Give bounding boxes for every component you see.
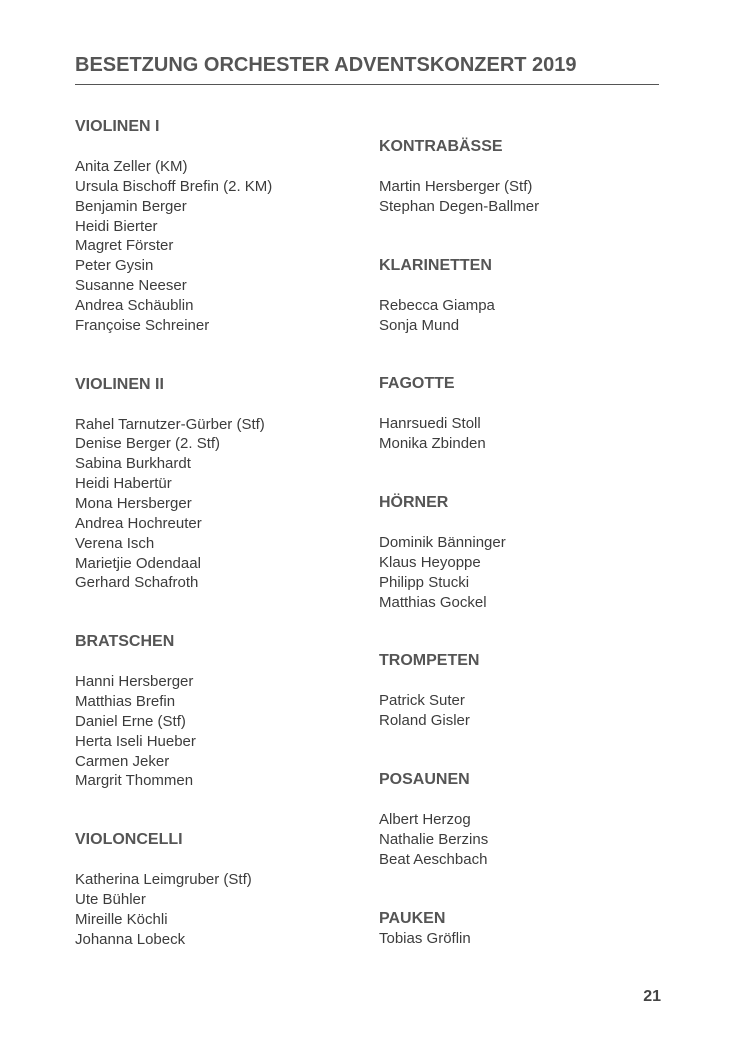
section-heading: VIOLINEN II bbox=[75, 375, 164, 393]
member-name: Susanne Neeser bbox=[75, 277, 187, 295]
section-heading: TROMPETEN bbox=[379, 652, 480, 670]
member-name: Nathalie Berzins bbox=[379, 830, 489, 848]
member-name: Hanni Hersberger bbox=[75, 673, 194, 691]
member-name: Matthias Gockel bbox=[379, 593, 487, 611]
member-name: Heidi Bierter bbox=[75, 217, 158, 235]
member-name: Anita Zeller (KM) bbox=[75, 158, 188, 175]
page-title: BESETZUNG ORCHESTER ADVENTSKONZERT 2019 bbox=[75, 54, 577, 76]
section-gap bbox=[379, 870, 679, 909]
member-name: Mireille Köchli bbox=[75, 910, 168, 928]
member-name: Mona Hersberger bbox=[75, 494, 192, 512]
member-name: Roland Gisler bbox=[379, 712, 470, 730]
section-heading: FAGOTTE bbox=[379, 375, 455, 393]
member-name: Tobias Gröflin bbox=[379, 929, 471, 947]
section-heading: HÖRNER bbox=[379, 494, 449, 512]
section-kontrabaesse bbox=[379, 137, 679, 217]
section-heading: KLARINETTEN bbox=[379, 256, 492, 274]
section-violinen-1 bbox=[75, 117, 375, 336]
member-name: Philipp Stucki bbox=[379, 573, 470, 591]
section-gap bbox=[379, 731, 679, 770]
section-gap bbox=[379, 612, 679, 651]
member-name: Marietjie Odendaal bbox=[75, 554, 201, 572]
member-name: Beat Aeschbach bbox=[379, 850, 488, 868]
member-name: Patrick Suter bbox=[379, 692, 465, 710]
member-name: Denise Berger (2. Stf) bbox=[75, 435, 221, 453]
member-name: Matthias Brefin bbox=[75, 693, 176, 711]
section-heading: VIOLINEN I bbox=[75, 118, 160, 135]
section-pauken bbox=[379, 909, 679, 949]
section-bratschen bbox=[75, 632, 375, 791]
member-name: Ursula Bischoff Brefin (2. KM) bbox=[75, 177, 273, 195]
member-name: Daniel Erne (Stf) bbox=[75, 712, 186, 730]
section-klarinetten bbox=[379, 256, 679, 336]
section-violoncelli bbox=[75, 830, 375, 949]
title-divider bbox=[75, 84, 659, 85]
section-gap bbox=[379, 335, 679, 374]
member-name: Benjamin Berger bbox=[75, 197, 187, 215]
member-name: Verena Isch bbox=[75, 534, 155, 552]
member-name: Heidi Habertür bbox=[75, 475, 172, 493]
section-hoerner bbox=[379, 493, 679, 612]
member-name: Magret Förster bbox=[75, 237, 174, 255]
member-name: Herta Iseli Hueber bbox=[75, 732, 196, 750]
member-name: Albert Herzog bbox=[379, 811, 471, 829]
member-name: Stephan Degen-Ballmer bbox=[379, 197, 540, 215]
member-name: Monika Zbinden bbox=[379, 435, 486, 453]
section-heading: KONTRABÄSSE bbox=[379, 138, 503, 155]
page-number: 21 bbox=[643, 988, 661, 1005]
section-heading: PAUKEN bbox=[379, 909, 446, 927]
section-heading: POSAUNEN bbox=[379, 771, 470, 789]
section-heading: VIOLONCELLI bbox=[75, 831, 183, 849]
member-name: Andrea Hochreuter bbox=[75, 514, 202, 532]
section-gap bbox=[75, 336, 375, 375]
section-fagotte bbox=[379, 374, 679, 454]
section-gap bbox=[75, 593, 375, 632]
member-name: Katherina Leimgruber (Stf) bbox=[75, 871, 252, 889]
member-name: Dominik Bänninger bbox=[379, 534, 506, 552]
member-name: Sonja Mund bbox=[379, 316, 460, 334]
member-name: Hanrsuedi Stoll bbox=[379, 415, 481, 433]
member-name: Gerhard Schafroth bbox=[75, 574, 199, 592]
member-name: Margrit Thommen bbox=[75, 772, 194, 790]
section-trompeten bbox=[379, 651, 679, 731]
section-gap bbox=[75, 791, 375, 830]
member-name: Martin Hersberger (Stf) bbox=[379, 178, 533, 195]
section-gap bbox=[379, 454, 679, 493]
section-violinen-2 bbox=[75, 375, 375, 594]
member-name: Klaus Heyoppe bbox=[379, 553, 481, 571]
member-name: Sabina Burkhardt bbox=[75, 455, 191, 473]
right-column bbox=[379, 137, 679, 949]
member-name: Peter Gysin bbox=[75, 257, 154, 275]
member-name: Johanna Lobeck bbox=[75, 930, 186, 948]
section-posaunen bbox=[379, 770, 679, 870]
section-gap bbox=[379, 217, 679, 256]
member-name: Rebecca Giampa bbox=[379, 296, 495, 314]
section-heading: BRATSCHEN bbox=[75, 633, 175, 651]
member-name: Rahel Tarnutzer-Gürber (Stf) bbox=[75, 415, 265, 433]
member-name: Françoise Schreiner bbox=[75, 316, 210, 334]
left-column bbox=[75, 117, 375, 950]
member-name: Andrea Schäublin bbox=[75, 296, 194, 314]
member-name: Ute Bühler bbox=[75, 891, 146, 909]
member-name: Carmen Jeker bbox=[75, 752, 170, 770]
